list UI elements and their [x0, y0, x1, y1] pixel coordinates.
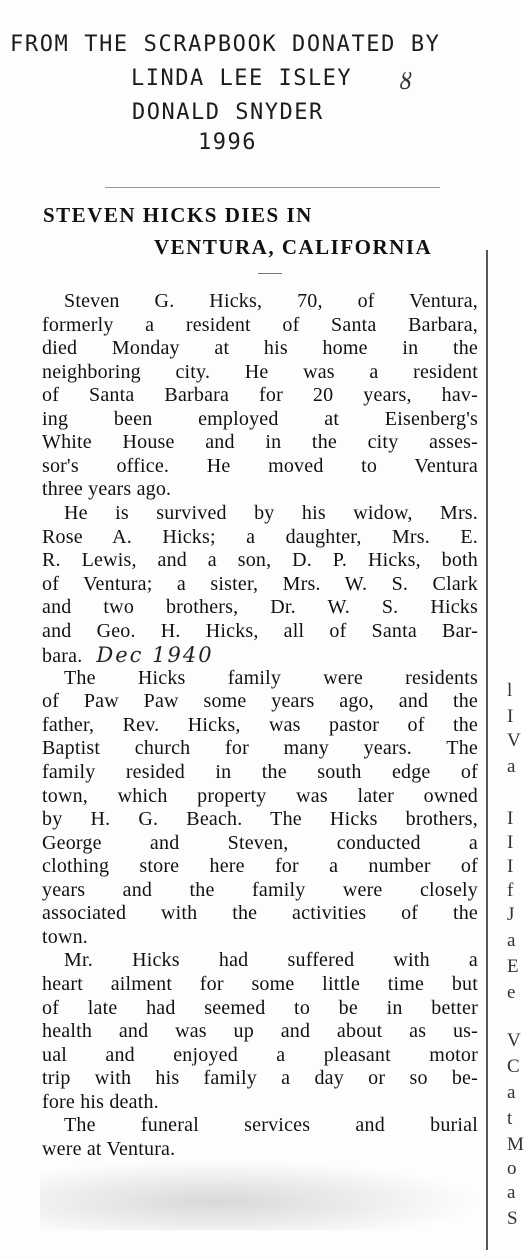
article-line: of Ventura; a sister, Mrs. W. S. Clark [42, 572, 478, 595]
adjacent-column-char: J [507, 904, 515, 925]
article-line: Baptist church for many years. The [42, 737, 478, 760]
article-line: Rose A. Hicks; a daughter, Mrs. E. [42, 525, 478, 548]
article-line: health and was up and about as us- [42, 1020, 478, 1043]
adjacent-column-char: I [507, 856, 514, 877]
adjacent-column-char: M [507, 1134, 524, 1155]
donor-name-1: LINDA LEE ISLEY [131, 66, 353, 91]
adjacent-column-char: I [507, 832, 514, 853]
article-line: formerly a resident of Santa Barbara, [42, 313, 478, 336]
article-line: fore his death. [42, 1090, 159, 1113]
adjacent-column-char: o [507, 1158, 517, 1179]
handwritten-date: Dec 1940 [96, 643, 214, 668]
scrapbook-header-line-1: FROM THE SCRAPBOOK DONATED BY [10, 32, 441, 57]
adjacent-column-char: a [507, 930, 516, 951]
article-line: family resided in the south edge of [42, 761, 478, 783]
article-line: trip with his family a day or so be- [42, 1067, 478, 1090]
article-line: years and the family were closely [42, 878, 478, 901]
article-line: The funeral services and burial [64, 1114, 478, 1137]
article-line: heart ailment for some little time but [42, 972, 478, 995]
article-line: of Paw Paw some years ago, and the [42, 690, 478, 713]
article-line: R. Lewis, and a son, D. P. Hicks, both [42, 549, 478, 572]
article-line: George and Steven, conducted a [42, 831, 478, 854]
adjacent-column-char: E [507, 956, 519, 977]
article-line: town. [42, 925, 88, 948]
adjacent-column-char: S [507, 1208, 518, 1229]
adjacent-column-char: V [507, 1030, 521, 1051]
headline-divider [258, 273, 282, 274]
adjacent-column-char: f [507, 880, 514, 901]
column-rule [486, 250, 488, 1250]
adjacent-column-char: l [507, 680, 513, 701]
article-line: by H. G. Beach. The Hicks brothers, [42, 808, 478, 831]
article-line: clothing store here for a number of [42, 855, 478, 878]
headline-line-1: STEVEN HICKS DIES IN [43, 203, 313, 227]
article-line: died Monday at his home in the [42, 337, 478, 360]
adjacent-column-char: a [507, 1182, 516, 1203]
adjacent-column-char: e [507, 982, 516, 1003]
handwritten-initials: ȣ [400, 70, 413, 95]
article-line: of Santa Barbara for 20 years, hav- [42, 384, 478, 407]
adjacent-column-char: a [507, 756, 516, 777]
article-line: Mr. Hicks had suffered with a [64, 949, 478, 972]
article-line: neighboring city. He was a resident [42, 360, 478, 383]
adjacent-column-char: V [507, 730, 521, 751]
article-line: ing been employed at Eisenberg's [42, 407, 478, 430]
article-line: father, Rev. Hicks, was pastor of the [42, 713, 478, 736]
adjacent-column-char: a [507, 1082, 516, 1103]
adjacent-column-char: C [507, 1056, 520, 1077]
article-line: sor's office. He moved to Ventura [42, 454, 478, 477]
article-line: White House and in the city asses- [42, 431, 478, 454]
adjacent-column-char: I [507, 706, 514, 727]
article-line: three years ago. [42, 478, 172, 501]
article-line: town, which property was later owned [42, 784, 478, 807]
article-line: ual and enjoyed a pleasant motor [42, 1043, 478, 1066]
donation-year: 1996 [198, 130, 257, 155]
adjacent-column-char: t [507, 1108, 513, 1129]
article-line: He is survived by his widow, Mrs. [64, 501, 478, 524]
article-line: bara. Dec 1940 [42, 643, 214, 668]
donor-name-2: DONALD SNYDER [132, 100, 324, 125]
article-line: associated with the activities of the [42, 902, 478, 925]
headline-line-2: VENTURA, CALIFORNIA [154, 235, 433, 259]
article-line: Steven G. Hicks, 70, of Ventura, [64, 290, 478, 312]
article-line: were at Ventura. [42, 1137, 176, 1160]
print-smudge [40, 1160, 480, 1230]
article-line: The Hicks family were residents [64, 666, 478, 689]
article-line: and Geo. H. Hicks, all of Santa Bar- [42, 619, 478, 642]
article-line: and two brothers, Dr. W. S. Hicks [42, 596, 478, 619]
adjacent-column-char: I [507, 808, 514, 829]
clipping-top-edge [105, 187, 440, 188]
article-line: of late had seemed to be in better [42, 996, 478, 1019]
